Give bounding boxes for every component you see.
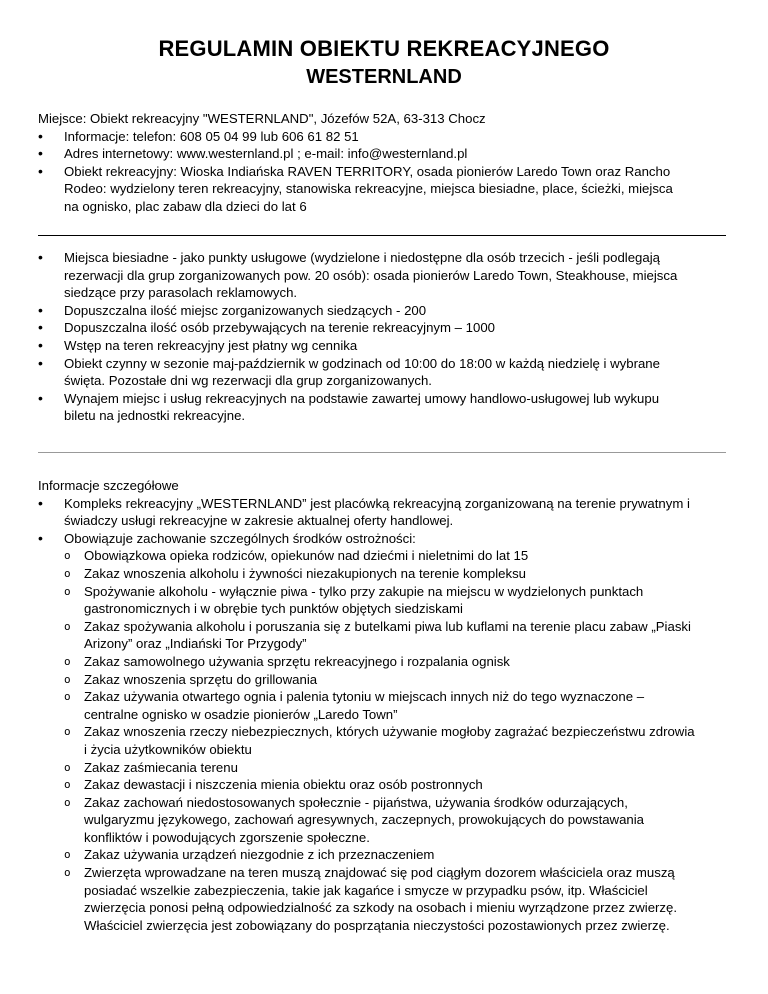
rule-item: o Obowiązkowa opieka rodziców, opiekunów nad dziećmi i nieletnimi do lat 15 bbox=[38, 547, 730, 565]
details-section bbox=[38, 477, 730, 934]
rule-item: o Zakaz dewastacji i niszczenia mienia obiektu oraz osób postronnych bbox=[38, 776, 730, 794]
rule-item: o Zakaz zachowań niedostosowanych społecznie - pijaństwa, używania środków odurzających, wulgaryzmu językowego, zachowań agresywnych, zaczepnych, prowokujących do powstawania konfliktów i powodujących zgorszenie społeczne. bbox=[38, 794, 730, 847]
rule-item: o Zakaz zaśmiecania terenu bbox=[38, 759, 730, 777]
section-divider bbox=[38, 235, 726, 236]
safety-rules-list bbox=[38, 547, 730, 934]
rule-item: o Zakaz wnoszenia rzeczy niebezpiecznych, których używanie mogłoby zagrażać bezpieczeństwu zdrowia i życia użytkowników obiektu bbox=[38, 723, 730, 758]
rule-item: o Zwierzęta wprowadzane na teren muszą znajdować się pod ciągłym dozorem właściciela oraz muszą posiadać wszelkie zabezpieczenia, takie jak kagańce i smycze w przypadku psów, itp. Właściciel zwierzęcia ponosi pełną odpowiedzialność za szkody na osobach i mieniu wyrządzone przez zwierzę. Właściciel zwierzęcia jest zobowiązany do posprzątania nieczystości pozostawionych przez zwierzę. bbox=[38, 864, 730, 934]
list-item: • Informacje: telefon: 608 05 04 99 lub 606 61 82 51 bbox=[38, 128, 730, 146]
rule-item: o Zakaz wnoszenia sprzętu do grillowania bbox=[38, 671, 730, 689]
list-item: • Wynajem miejsc i usług rekreacyjnych na podstawie zawartej umowy handlowo-usługowej lub wykupu biletu na jednostki rekreacyjne. bbox=[38, 390, 730, 425]
document-title: REGULAMIN OBIEKTU REKREACYJNEGO bbox=[158, 36, 610, 61]
general-list bbox=[38, 249, 730, 425]
list-item: • Wstęp na teren rekreacyjny jest płatny wg cennika bbox=[38, 337, 730, 355]
rule-item: o Zakaz spożywania alkoholu i poruszania się z butelkami piwa lub kuflami na terenie placu zabaw „Piaski Arizony” oraz „Indiański Tor Przygody” bbox=[38, 618, 730, 653]
intro-section bbox=[38, 110, 730, 216]
list-item: • Kompleks rekreacyjny „WESTERNLAND” jest placówką rekreacyjną zorganizowaną na terenie prywatnym i świadczy usługi rekreacyjne w zakresie aktualnej oferty handlowej. bbox=[38, 495, 730, 530]
list-item: • Obiekt czynny w sezonie maj-październik w godzinach od 10:00 do 18:00 w każdą niedzielę i wybrane święta. Pozostałe dni wg rezerwacji dla grup zorganizowanych. bbox=[38, 355, 730, 390]
place-line: Miejsce: Obiekt rekreacyjny "WESTERNLAND", Józefów 52A, 63-313 Chocz bbox=[38, 111, 486, 126]
list-item: • Miejsca biesiadne - jako punkty usługowe (wydzielone i niedostępne dla osób trzecich - jeśli podlegają rezerwacji dla grup zorganizowanych pow. 20 osób): osada pionierów Laredo Town, Steakhouse, miejsca siedzące przy parasolach reklamowych. bbox=[38, 249, 730, 302]
list-item: • Obowiązuje zachowanie szczególnych środków ostrożności: bbox=[38, 530, 730, 548]
list-item: • Adres internetowy: www.westernland.pl ; e-mail: info@westernland.pl bbox=[38, 145, 730, 163]
section-divider bbox=[38, 452, 726, 453]
intro-list bbox=[38, 128, 730, 216]
rule-item: o Zakaz używania urządzeń niezgodnie z ich przeznaczeniem bbox=[38, 846, 730, 864]
general-section bbox=[38, 249, 730, 425]
details-list bbox=[38, 495, 730, 548]
rule-item: o Zakaz samowolnego używania sprzętu rekreacyjnego i rozpalania ognisk bbox=[38, 653, 730, 671]
rule-item: o Zakaz wnoszenia alkoholu i żywności niezakupionych na terenie kompleksu bbox=[38, 565, 730, 583]
details-heading: Informacje szczegółowe bbox=[38, 478, 179, 493]
list-item: • Dopuszczalna ilość miejsc zorganizowanych siedzących - 200 bbox=[38, 302, 730, 320]
list-item: • Dopuszczalna ilość osób przebywających na terenie rekreacyjnym – 1000 bbox=[38, 319, 730, 337]
rule-item: o Zakaz używania otwartego ognia i palenia tytoniu w miejscach innych niż do tego wyznaczone – centralne ognisko w osadzie pionierów „Laredo Town” bbox=[38, 688, 730, 723]
document-subtitle: WESTERNLAND bbox=[306, 66, 462, 88]
list-item: • Obiekt rekreacyjny: Wioska Indiańska RAVEN TERRITORY, osada pionierów Laredo Town oraz Rancho Rodeo: wydzielony teren rekreacyjny, stanowiska rekreacyjne, miejsca biesiadne, place, ścieżki, miejsca na ognisko, plac zabaw dla dzieci do lat 6 bbox=[38, 163, 730, 216]
rule-item: o Spożywanie alkoholu - wyłącznie piwa - tylko przy zakupie na miejscu w wydzielonych punktach gastronomicznych i w obrębie tych punktów objętych siedziskami bbox=[38, 583, 730, 618]
